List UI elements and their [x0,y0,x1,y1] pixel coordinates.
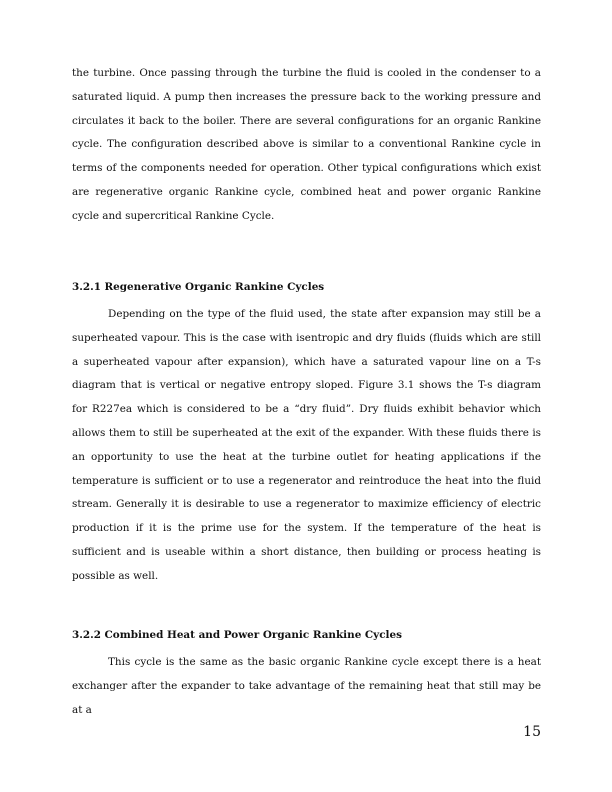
page-number: 15 [523,724,541,740]
section-heading-chp-orc: 3.2.2 Combined Heat and Power Organic Rankine Cycles [72,629,402,641]
body-paragraph-continuation: the turbine. Once passing through the turbine the fluid is cooled in the condenser to a saturated liquid. A pump then increases the pressure back to the working pressure and circulates it back to the boiler. There are several configurations for an organic Rankine cycle. The configuration described above is similar to a conventional Rankine cycle in terms of the components needed for operation. Other typical configurations which exist are regenerative organic Rankine cycle, combined heat and power organic Rankine cycle and supercritical Rankine Cycle. [72,67,541,222]
section-heading-regenerative-orc: 3.2.1 Regenerative Organic Rankine Cycles [72,281,325,293]
body-paragraph-regenerative-orc: Depending on the type of the fluid used, the state after expansion may still be a superheated vapour. This is the case with isentropic and dry fluids (fluids which are still a superheated vapour after expansion), which have a saturated vapour line on a T-s diagram that is vertical or negative entropy sloped. Figure 3.1 shows the T-s diagram for R227ea which is considered to be a “dry fluid”. Dry fluids exhibit behavior which allows them to still be superheated at the exit of the expander. With these fluids there is an opportunity to use the heat at the turbine outlet for heating applications if the temperature is sufficient or to use a regenerator and reintroduce the heat into the fluid stream. Generally it is desirable to use a regenerator to maximize efficiency of electric production if it is the prime use for the system. If the temperature of the heat is sufficient and is useable within a short distance, then building or process heating is possible as well. [72,308,541,582]
body-paragraph-chp-orc: This cycle is the same as the basic organic Rankine cycle except there is a heat exchanger after the expander to take advantage of the remaining heat that still may be at a [72,656,541,716]
